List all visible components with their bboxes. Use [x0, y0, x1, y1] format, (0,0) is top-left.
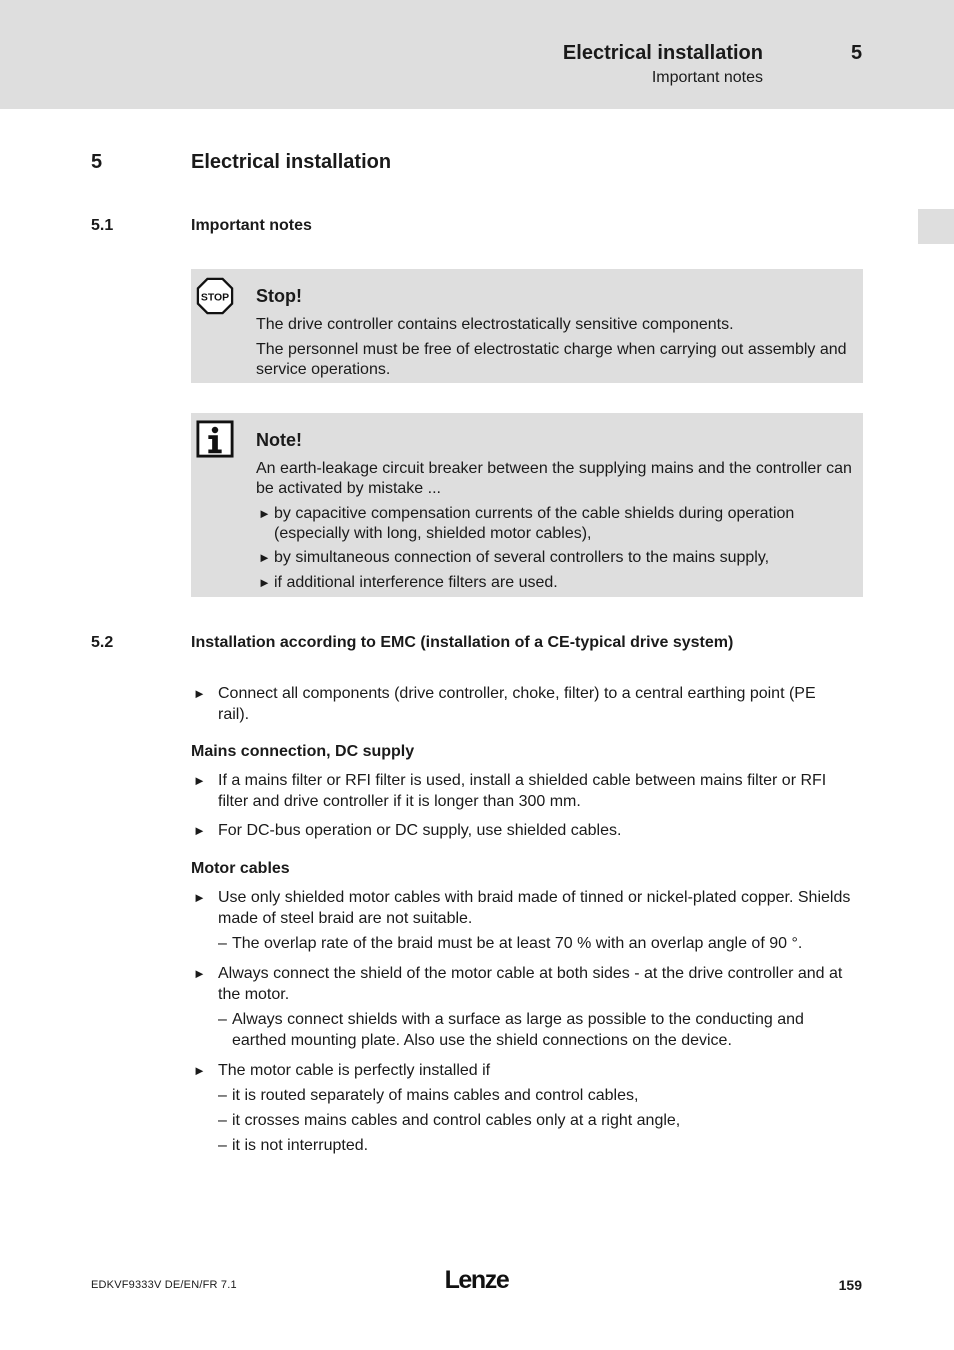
bullet-arrow-icon: ►: [258, 550, 271, 565]
bullet-arrow-icon: ►: [193, 1063, 206, 1078]
section-number: 5: [91, 151, 103, 173]
subsection-number: 5.1: [91, 217, 114, 234]
subsection-number: 5.2: [91, 634, 114, 651]
bullet-arrow-icon: ►: [258, 575, 271, 590]
stop-paragraph-2: The personnel must be free of electrostatic charge when carrying out assembly and service operations.: [256, 341, 847, 378]
bullet-arrow-icon: ►: [258, 506, 271, 521]
page-number: 159: [838, 1277, 862, 1293]
stop-title: Stop!: [256, 286, 302, 306]
chapter-thumb-tab: [918, 209, 954, 244]
list-item: ► If a mains filter or RFI filter is used, install a shielded cable between mains filter or RFI filter and drive controller if it is longer than 300 mm.: [193, 772, 827, 810]
sub-list-item: – Always connect shields with a surface as large as possible to the conducting and earthed mounting plate. Also use the shield connections on the device.: [218, 1011, 804, 1049]
header-title: Electrical installation: [562, 42, 763, 64]
note-title: Note!: [256, 430, 302, 450]
page-header: [0, 0, 954, 109]
stop-paragraph-1: The drive controller contains electrostatically sensitive components.: [256, 316, 734, 333]
motor-heading: Motor cables: [191, 860, 290, 877]
header-chapter-number: 5: [851, 42, 863, 64]
lenze-logo: [439, 1266, 514, 1294]
note-paragraph: An earth-leakage circuit breaker between the supplying mains and the controller can be activated by mistake ...: [256, 460, 852, 497]
bullet-arrow-icon: ►: [193, 823, 206, 838]
sub-list-item: – it is not interrupted.: [218, 1137, 369, 1154]
list-item: ► The motor cable is perfectly installed if: [193, 1062, 491, 1079]
note-list-item: ► by simultaneous connection of several controllers to the mains supply,: [258, 549, 770, 566]
note-list-item: ► if additional interference filters are used.: [258, 574, 558, 591]
document-id: EDKVF9333V DE/EN/FR 7.1: [91, 1279, 237, 1291]
subsection-title: Installation according to EMC (installation of a CE-typical drive system): [191, 634, 734, 651]
sub-list-item: – it crosses mains cables and control cables only at a right angle,: [218, 1112, 681, 1129]
svg-text:Lenze: Lenze: [444, 1266, 509, 1294]
bullet-arrow-icon: ►: [193, 686, 206, 701]
list-item: ► For DC-bus operation or DC supply, use shielded cables.: [193, 822, 622, 839]
bullet-arrow-icon: ►: [193, 890, 206, 905]
stop-sign-icon: [196, 277, 234, 315]
note-list-item: ► by capacitive compensation currents of the cable shields during operation (especially with long, shielded motor cables),: [258, 505, 795, 542]
note-box: [191, 413, 863, 597]
sub-list-item: – it is routed separately of mains cables and control cables,: [218, 1087, 639, 1104]
section-title: Electrical installation: [191, 151, 392, 173]
subsection-title: Important notes: [191, 217, 312, 234]
header-subtitle: Important notes: [651, 69, 763, 86]
sub-list-item: – The overlap rate of the braid must be at least 70 % with an overlap angle of 90 °.: [218, 935, 803, 952]
stop-sign-text: STOP: [200, 292, 230, 304]
stop-notice-box: [191, 269, 863, 383]
list-item: ► Use only shielded motor cables with braid made of tinned or nickel-plated copper. Shields made of steel braid are not suitable.: [193, 889, 851, 927]
info-icon: [196, 420, 234, 458]
bullet-arrow-icon: ►: [193, 966, 206, 981]
bullet-arrow-icon: ►: [193, 773, 206, 788]
mains-heading: Mains connection, DC supply: [191, 743, 415, 760]
list-item: ► Connect all components (drive controller, choke, filter) to a central earthing point (PE rail).: [193, 685, 816, 723]
list-item: ► Always connect the shield of the motor cable at both sides - at the drive controller and at the motor.: [193, 965, 843, 1003]
